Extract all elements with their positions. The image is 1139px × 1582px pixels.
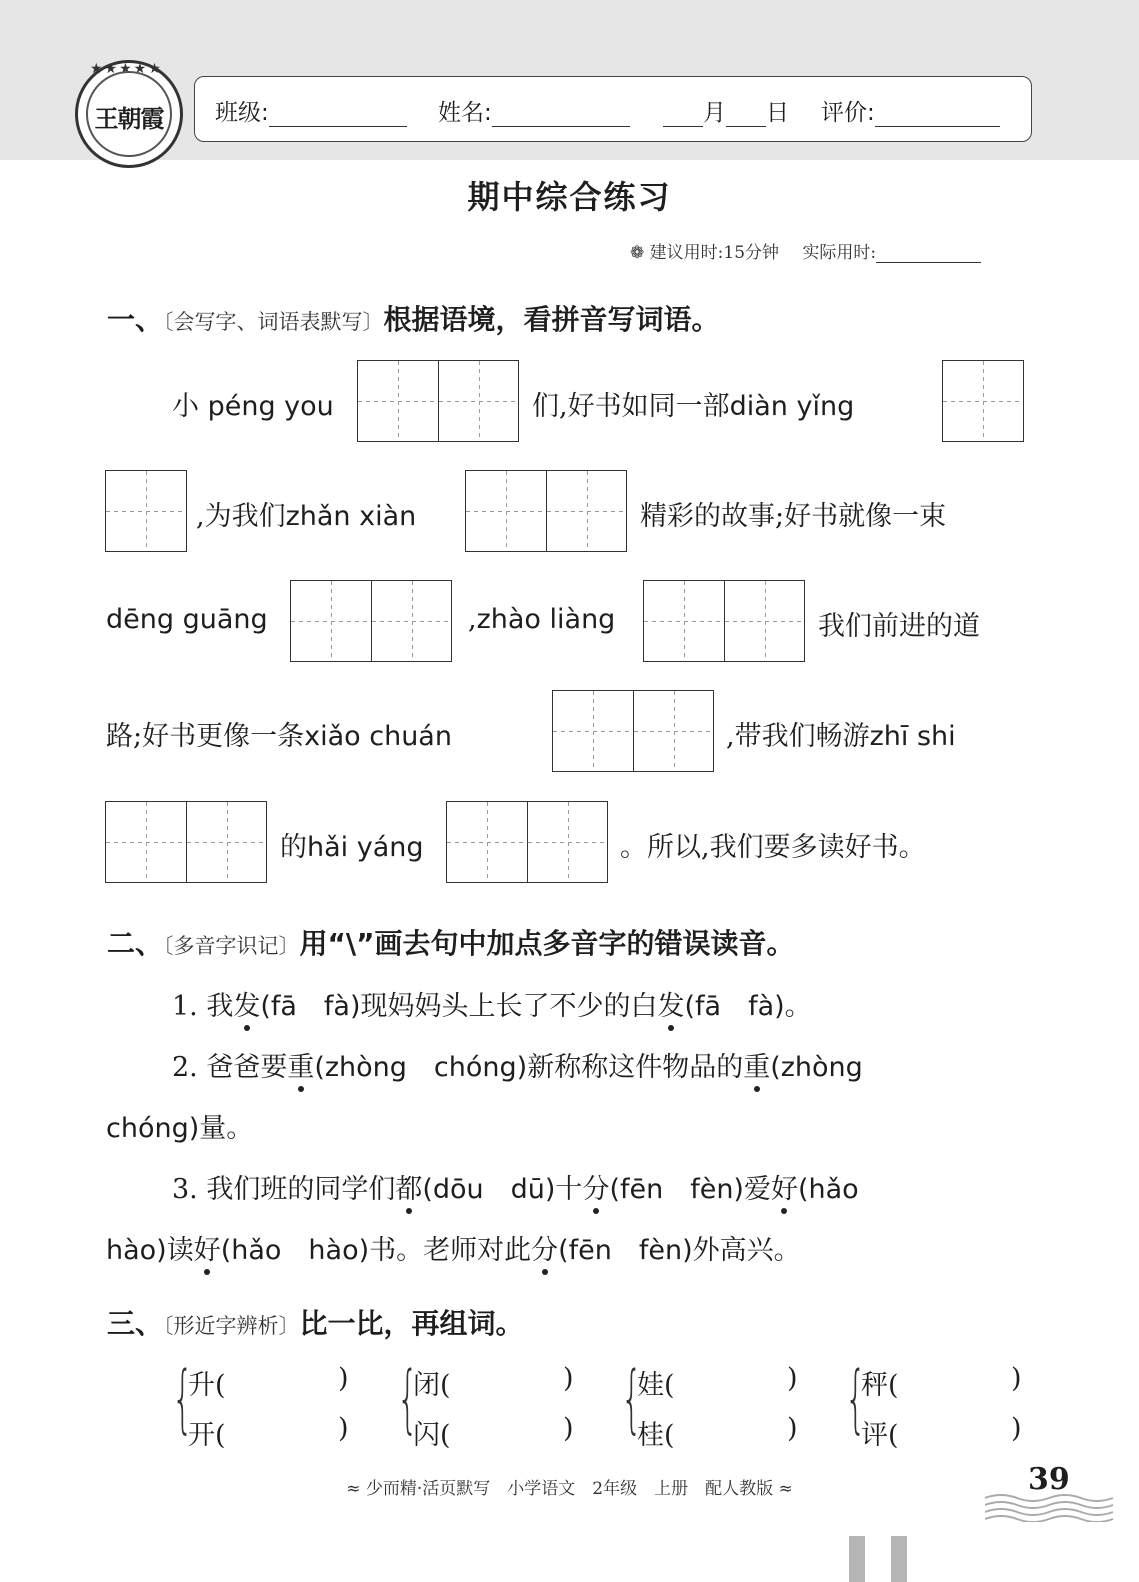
suggested-time: 建议用时:15分钟 bbox=[649, 243, 780, 263]
dotted-char: 都 bbox=[395, 1167, 422, 1206]
actual-time-blank[interactable] bbox=[876, 242, 981, 263]
brace-icon: { bbox=[845, 1356, 867, 1442]
page-title: 期中综合练习 bbox=[467, 178, 672, 216]
section-1-heading bbox=[107, 298, 720, 338]
close-paren: ) bbox=[787, 1363, 798, 1394]
char-ping[interactable]: 评( bbox=[861, 1420, 899, 1451]
footer-text: ≈ 少而精·活页默写 小学语文 2年级 上册 配人教版 ≈ bbox=[346, 1479, 793, 1499]
day-blank[interactable] bbox=[726, 102, 766, 127]
brace-icon: { bbox=[397, 1356, 419, 1442]
s1-line4-text-a: 路;好书更像一条xiǎo chuán bbox=[106, 721, 452, 752]
question-2-3: 3. 我们班的同学们都(dōu dū)十分(fēn fèn)爱好(hǎo bbox=[172, 1167, 859, 1206]
section-2-tag: 〔多音字识记〕 bbox=[163, 934, 300, 958]
evaluation-field[interactable] bbox=[821, 94, 1000, 127]
writing-box-peng-you[interactable] bbox=[357, 360, 519, 442]
section-2-instruction: 用“\”画去句中加点多音字的错误读音。 bbox=[299, 927, 795, 960]
char-cheng[interactable]: 秤( bbox=[861, 1370, 899, 1401]
s1-line2-text-b: 精彩的故事;好书就像一束 bbox=[640, 501, 947, 532]
question-2-1: 1. 我发(fā fà)现妈妈头上长了不少的白发(fā fà)。 bbox=[172, 984, 812, 1023]
s1-line1-text-b: 们,好书如同一部diàn yǐng bbox=[532, 391, 855, 422]
writing-box-dian-ying-1[interactable] bbox=[942, 360, 1024, 442]
page-number: 39 bbox=[1028, 1462, 1070, 1497]
evaluation-label: 评价: bbox=[821, 100, 875, 126]
writing-box-zhi-shi[interactable] bbox=[105, 801, 267, 883]
clock-icon: ❁ bbox=[630, 243, 645, 263]
section-1-number: 一、 bbox=[107, 303, 164, 336]
question-2-3-cont: hào)读好(hǎo hào)书。老师对此分(fēn fèn)外高兴。 bbox=[106, 1228, 801, 1267]
close-paren: ) bbox=[338, 1363, 349, 1394]
name-label: 姓名: bbox=[438, 100, 492, 126]
s1-line5-text-a: 的hǎi yáng bbox=[280, 832, 424, 863]
dotted-char: 发 bbox=[658, 984, 685, 1023]
dotted-char: 好 bbox=[771, 1167, 798, 1206]
s1-line2-text-a: ,为我们zhǎn xiàn bbox=[196, 501, 417, 532]
dotted-char: 重 bbox=[287, 1045, 314, 1084]
section-1-tag: 〔会写字、词语表默写〕 bbox=[163, 310, 384, 334]
s1-line1-text-a: 小 péng you bbox=[172, 391, 334, 422]
writing-box-zhao-liang[interactable] bbox=[643, 580, 805, 662]
name-field[interactable] bbox=[438, 94, 630, 127]
char-shan[interactable]: 闪( bbox=[413, 1420, 451, 1451]
binding-tab bbox=[891, 1536, 907, 1582]
writing-box-zhan-xian[interactable] bbox=[465, 470, 627, 552]
time-info bbox=[630, 238, 981, 263]
section-3-tag: 〔形近字辨析〕 bbox=[163, 1314, 300, 1338]
brace-icon: { bbox=[621, 1356, 643, 1442]
char-kai[interactable]: 开( bbox=[188, 1420, 226, 1451]
actual-time-label: 实际用时: bbox=[802, 243, 877, 263]
close-paren: ) bbox=[1011, 1363, 1022, 1394]
brace-icon: { bbox=[172, 1356, 194, 1442]
writing-box-xiao-chuan[interactable] bbox=[552, 690, 714, 772]
section-1-instruction: 根据语境，看拼音写词语。 bbox=[383, 303, 720, 336]
class-field[interactable] bbox=[215, 94, 407, 127]
month-blank[interactable] bbox=[663, 102, 703, 127]
char-bi[interactable]: 闭( bbox=[413, 1370, 451, 1401]
close-paren: ) bbox=[1011, 1413, 1022, 1444]
s1-line3-text-b: ,zhào liàng bbox=[468, 604, 616, 635]
s1-line3-text-a: dēng guāng bbox=[106, 604, 268, 635]
writing-box-dian-ying-2[interactable] bbox=[105, 470, 187, 552]
section-3-number: 三、 bbox=[107, 1307, 164, 1340]
section-3-heading bbox=[107, 1302, 524, 1342]
s1-line5-text-b: 。所以,我们要多读好书。 bbox=[620, 832, 926, 863]
close-paren: ) bbox=[787, 1413, 798, 1444]
binding-tab bbox=[849, 1536, 865, 1582]
day-label: 日 bbox=[766, 100, 789, 126]
close-paren: ) bbox=[563, 1413, 574, 1444]
class-label: 班级: bbox=[215, 100, 269, 126]
section-2-number: 二、 bbox=[107, 927, 164, 960]
name-blank[interactable] bbox=[492, 102, 630, 127]
logo-brand: 王朝霞 bbox=[94, 104, 164, 133]
evaluation-blank[interactable] bbox=[875, 102, 1000, 127]
logo-stars: ★★★★★ bbox=[90, 61, 163, 77]
dotted-char: 分 bbox=[531, 1228, 558, 1267]
class-blank[interactable] bbox=[269, 102, 407, 127]
s1-line3-text-c: 我们前进的道 bbox=[818, 611, 980, 642]
month-label: 月 bbox=[703, 100, 726, 126]
char-wa[interactable]: 娃( bbox=[637, 1370, 675, 1401]
s1-line4-text-b: ,带我们畅游zhī shi bbox=[726, 721, 956, 752]
writing-box-deng-guang[interactable] bbox=[290, 580, 452, 662]
date-field[interactable] bbox=[663, 94, 789, 127]
student-info-header bbox=[194, 76, 1032, 142]
question-2-2: 2. 爸爸要重(zhòng chóng)新称称这件物品的重(zhòng bbox=[172, 1045, 863, 1084]
publisher-logo bbox=[75, 60, 183, 168]
char-sheng[interactable]: 升( bbox=[188, 1370, 226, 1401]
dotted-char: 重 bbox=[743, 1045, 770, 1084]
close-paren: ) bbox=[338, 1413, 349, 1444]
dotted-char: 分 bbox=[582, 1167, 609, 1206]
wave-decoration-icon bbox=[985, 1492, 1115, 1522]
section-2-heading bbox=[107, 922, 795, 962]
question-2-2-cont: chóng)量。 bbox=[106, 1113, 254, 1144]
section-3-instruction: 比一比，再组词。 bbox=[299, 1307, 524, 1340]
dotted-char: 发 bbox=[233, 984, 260, 1023]
dotted-char: 好 bbox=[194, 1228, 221, 1267]
close-paren: ) bbox=[563, 1363, 574, 1394]
char-gui[interactable]: 桂( bbox=[637, 1420, 675, 1451]
writing-box-hai-yang[interactable] bbox=[446, 801, 608, 883]
